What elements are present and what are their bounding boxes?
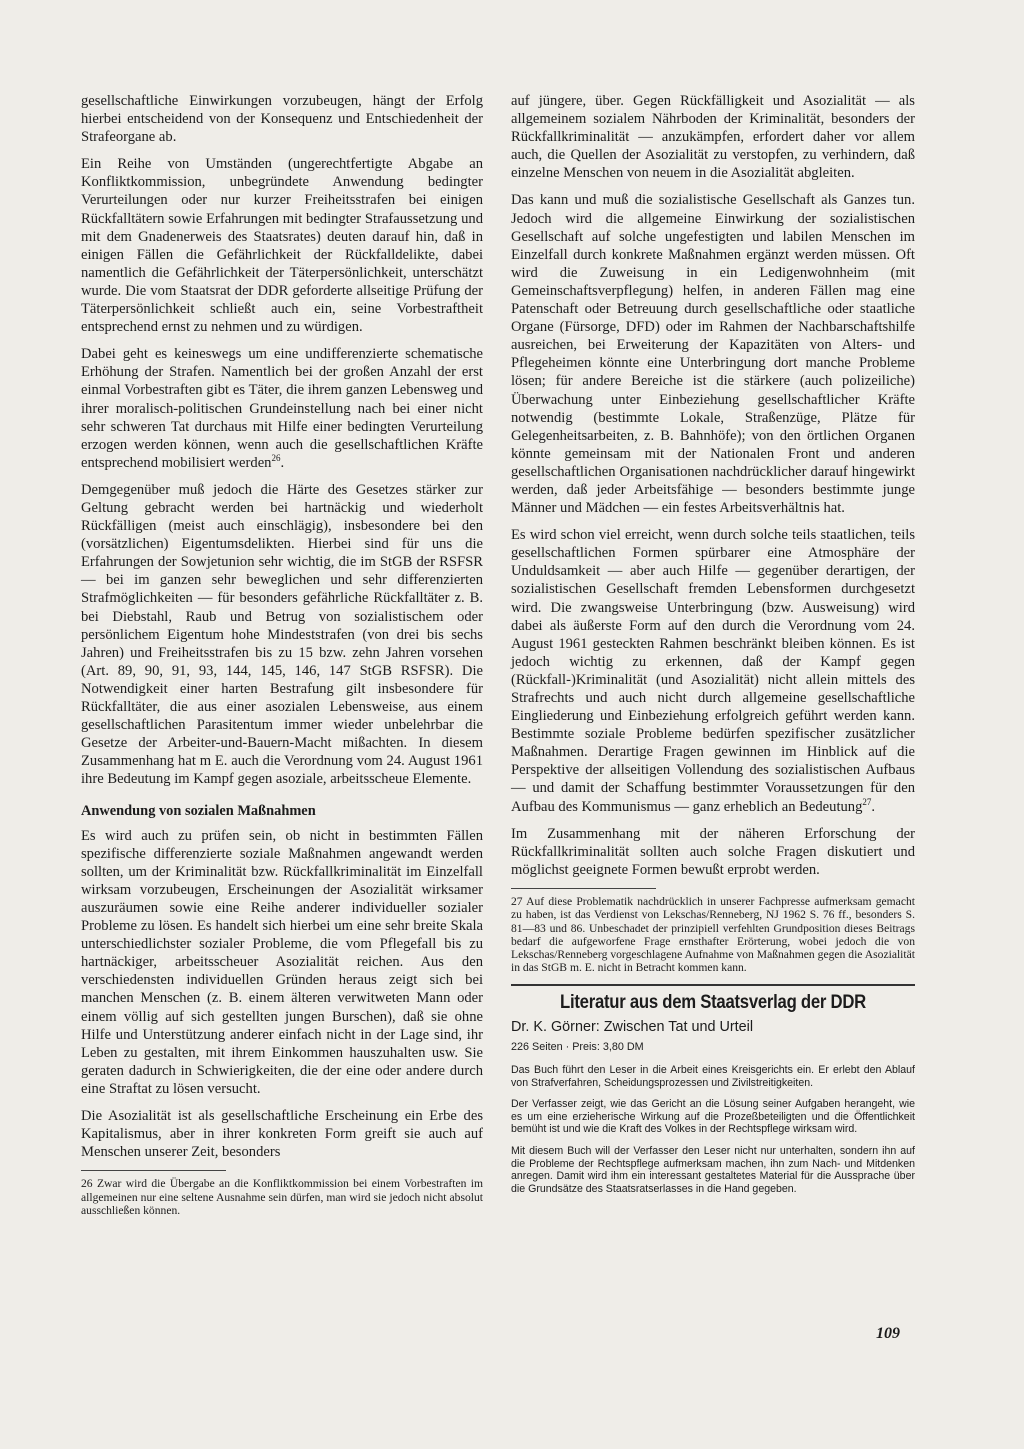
body-paragraph: Ein Reihe von Umständen (ungerechtfertigte Abgabe an Konfliktkommission, unbegründete Anwendung bedingter Verurteilungen oder nur kurzer Freiheitsstrafen bei einigen Rückfalltätern sowie Erfahrungen mit bedingter Strafaussetzung und mit dem Gnadenerweis des Staatsrates) deuten darauf hin, daß in einigen Fällen die Gefährlichkeit der Rückfalldelikte, dabei namentlich die Gefährlichkeit der Täterpersönlichkeit, unterschätzt wurde. Die vom Staatsrat der DDR geforderte allseitige Prüfung der Täterpersönlichkeit schließt auch ein, seine Vorbestraftheit entsprechend ernst zu nehmen und zu würdigen. (81, 156, 483, 336)
book-meta: 226 Seiten · Preis: 3,80 DM (511, 1040, 644, 1053)
advertisement-paragraph: Der Verfasser zeigt, wie das Gericht an die Lösung seiner Aufgaben herangeht, wie es um eine erzieherische Wirkung auf die Prozeßbeteiligten und die Öffentlichkeit bemüht ist und wie die Kraft des Volkes in der Rechtspflege wirksam wird. (511, 1098, 915, 1136)
advertisement-paragraph: Mit diesem Buch will der Verfasser den Leser nicht nur unterhalten, sondern ihn auf die Probleme der Rechtspflege aufmerksam machen, ihn zum Nach- und Mitdenken anregen. Damit wird ihm ein interessant gestaltetes Material für die Aussprache über die Grundsätze des Staatsratserlasses in die Hand gegeben. (511, 1144, 915, 1195)
advertisement-divider (511, 984, 915, 986)
body-paragraph: gesellschaftliche Einwirkungen vorzubeugen, hängt der Erfolg hierbei entscheidend von der Konsequenz und Entschiedenheit der Strafeorgane ab. (81, 93, 483, 146)
body-paragraph: Dabei geht es keineswegs um eine undifferenzierte schematische Erhöhung der Strafen. Namentlich bei der großen Anzahl der erst einmal Vorbestraften gibt es Täter, die ihrem ganzen Lebensweg und ihrer moralisch-politischen Grundeinstellung nach bei einer nicht sehr schweren Tat durchaus mit Hilfe einer bedingten Verurteilung erzogen werden können, wenn auch die gesellschaftlichen Kräfte entsprechend mobilisiert werden$^{26}$. (81, 346, 483, 471)
right-column (511, 92, 915, 1204)
advertisement-box (511, 991, 915, 1196)
left-column (81, 92, 483, 1226)
paragraph-text: Es wird schon viel erreicht, wenn durch solche teils staatlichen, teils gesellschaftlichen Formen spürbarer eine Atmosphäre der Unduldsamkeit — aber auch Hilfe — gegenüber derartigen, der sozialistischen Gesellschaft fremden Lebensformen durchgesetzt wird. Die zwangsweise Unterbringung (bzw. Ausweisung) wird dabei als äußerste Form auf den durch die Verordnung vom 24. August 1961 gesteckten Rahmen beschränkt bleiben können. Es ist jedoch wichtig zu erkennen, daß der Kampf gegen (Rückfall-)Kriminalität (und Asozialität) nicht allein mittels des Strafrechts und auch nicht durch allgemeine gesellschaftliche Eingliederung und Einbeziehung erfolgreich geführt werden kann. Bestimmte soziale Probleme bedürfen spezifischer zusätzlicher Maßnahmen. Derartige Fragen gewinnen im Hinblick auf die Perspektive der allseitigen Vollendung des sozialistischen Aufbaus — und damit der Schaffung bestimmter Voraussetzungen für den Aufbau des Kommunismus — ganz erheblich an Bedeutung (511, 527, 915, 815)
section-heading: Anwendung von sozialen Maßnahmen (81, 803, 316, 820)
footnote-reference: 27 (862, 796, 872, 807)
page-number: 109 (876, 1325, 900, 1342)
body-paragraph: Es wird schon viel erreicht, wenn durch solche teils staatlichen, teils gesellschaftlichen Formen spürbarer eine Atmosphäre der Unduldsamkeit — aber auch Hilfe — gegenüber derartigen, der sozialistischen Gesellschaft fremden Lebensformen durchgesetzt wird. Die zwangsweise Unterbringung (bzw. Ausweisung) wird dabei als äußerste Form auf den durch die Verordnung vom 24. August 1961 gesteckten Rahmen beschränkt bleiben können. Es ist jedoch wichtig zu erkennen, daß der Kampf gegen (Rückfall-)Kriminalität (und Asozialität) nicht allein mittels des Strafrechts und auch nicht durch allgemeine gesellschaftliche Eingliederung und Einbeziehung erfolgreich geführt werden kann. Bestimmte soziale Probleme bedürfen spezifischer zusätzlicher Maßnahmen. Derartige Fragen gewinnen im Hinblick auf die Perspektive der allseitigen Vollendung des sozialistischen Aufbaus — und damit der Schaffung bestimmter Voraussetzungen für den Aufbau des Kommunismus — ganz erheblich an Bedeutung$^{27}$. (511, 527, 915, 815)
footnote: 26 Zwar wird die Übergabe an die Konfliktkommission bei einem Vorbestraften im allgemeinen nur eine seltene Ausnahme sein dürfen, man wird sie jedoch nicht absolut ausschließen können. (81, 1177, 483, 1217)
body-paragraph: Es wird auch zu prüfen sein, ob nicht in bestimmten Fällen spezifische differenzierte soziale Maßnahmen angewandt werden sollten, um der Kriminalität bzw. Rückfallkriminalität im Einzelfall wirksam vorzubeugen, Erscheinungen der Asozialität wirksamer auszuräumen sowie eine Reihe anderer individueller sozialer Probleme zu lösen. Es handelt sich hierbei um eine sehr breite Skala unterschiedlichster sozialer Probleme, die vom Pflegefall bis zu hartnäckiger, arbeitsscheuer Asozialität reichen. Aus den verschiedensten individuellen Gründen heraus zeigt sich bei manchen Menschen (z. B. einem älteren verwitweten Mann oder einem völlig auf sich gestellten jungen Burschen), daß sie ohne Hilfe und Unterstützung anderer einfach nicht in der Lage sind, ihr Leben zu gestalten, mit ihrem Einkommen hauszuhalten usw. Sie geraten dadurch in Schwierigkeiten, die der eine oder andere durch eine Straftat zu lösen versucht. (81, 827, 483, 1097)
advertisement-paragraph: Das Buch führt den Leser in die Arbeit eines Kreisgerichts ein. Er erlebt den Ablauf von Strafverfahren, Scheidungsprozessen und Zivilstreitigkeiten. (511, 1064, 915, 1089)
footnote-divider (81, 1170, 226, 1171)
body-paragraph: Die Asozialität ist als gesellschaftliche Erscheinung ein Erbe des Kapitalismus, aber in ihrer konkreten Form greift sie auch auf Menschen unserer Zeit, besonders (81, 1107, 483, 1161)
advertisement-title: Literatur aus dem Staatsverlag der DDR (560, 991, 866, 1013)
footnote-reference: 26 (271, 452, 281, 463)
body-paragraph: Demgegenüber muß jedoch die Härte des Gesetzes stärker zur Geltung gebracht werden bei hartnäckig und wiederholt Rückfälligen (meist auch einschlägig), insbesondere bei den (vorsätzlichen) Eigentumsdelikten. Hierbei sind für uns die Erfahrungen der Sowjetunion sehr wichtig, die im StGB der RSFSR — bei im ganzen sehr beweglichen und sehr differenzierten Strafmöglichkeiten — für besonders gefährliche Rückfalltäter z. B. bei Diebstahl, Raub und Betrug von sozialistischem oder persönlichem Eigentum hohe Mindeststrafen (von drei bis sechs Jahren) und Freiheitsstrafen bis zu 15 bzw. zehn Jahren vorsehen (Art. 89, 90, 91, 93, 144, 145, 146, 147 StGB RSFSR). Die Notwendigkeit einer harten Bestrafung gilt insbesondere für Rückfalltäter, die aus einer asozialen Lebensweise, aus einem gesellschaftlichen Parasitentum immer wieder unbelehrbar die Gesetze der Arbeiter-und-Bauern-Macht mißachten. In diesem Zusammenhang hat m E. auch die Verordnung vom 24. August 1961 ihre Bedeutung im Kampf gegen asoziale, arbeitsscheue Elemente. (81, 481, 483, 788)
body-paragraph: Das kann und muß die sozialistische Gesellschaft als Ganzes tun. Jedoch wird die allgemeine Einwirkung der sozialistischen Gesellschaft auf solche ungefestigten und labilen Menschen im Einzelfall durch konkrete Maßnahmen ergänzt werden müssen. Oft wird die Zuweisung in ein Ledigenwohnheim (mit Gemeinschaftsverpflegung) helfen, in anderen Fällen mag eine Patenschaft oder Betreuung durch gesellschaftliche oder staatliche Organe (Fürsorge, DFD) oder im Rahmen der Nachbarschaftshilfe ausreichen, bei Erweiterung der Kapazitäten von Alters- und Pflegeheimen könnte eine Unterbringung dort manche Probleme lösen; für andere Bereiche ist die stärkere (auch polizeiliche) Überwachung unter Einbeziehung gesellschaftlicher Kräfte notwendig (bestimmte Lokale, Straßenzüge, Plätze für Gelegenheitsarbeiten, z. B. Bahnhöfe); von den örtlichen Organen könnte gemeinsam mit der Nationalen Front und anderen gesellschaftlichen Organisationen nachdrücklicher darauf hingewirkt werden, daß jeder Arbeitsfähige — besonders bestimmte junge Männer und Mädchen — ein festes Arbeitsverhältnis hat. (511, 192, 915, 517)
body-paragraph: Im Zusammenhang mit der näheren Erforschung der Rückfallkriminalität sollten auch solche Fragen diskutiert und möglichst geeignete Formen bewußt erprobt werden. (511, 825, 915, 878)
book-title: Dr. K. Görner: Zwischen Tat und Urteil (511, 1018, 754, 1035)
body-paragraph: auf jüngere, über. Gegen Rückfälligkeit und Asozialität — als allgemeinem sozialem Nährboden der Kriminalität, besonders der Rückfallkriminalität — anzukämpfen, erfordert daher vor allem auch, die Quellen der Asozialität zu verstopfen, zu verhindern, daß einzelne Menschen von neuem in die Asozialität abgleiten. (511, 93, 915, 182)
footnote-divider (511, 888, 656, 889)
footnote: 27 Auf diese Problematik nachdrücklich in unserer Fachpresse aufmerksam gemacht zu haben, ist das Verdienst von Lekschas/Renneberg, NJ 1962 S. 76 ff., besonders S. 81—83 und 86. Unbeschadet der prinzipiell verfehlten Grundposition dieses Beitrags bedarf die aufgeworfene Frage ernsthafter Erörterung, wobei jedoch die von Lekschas/Renneberg vorgeschlagene Aufnahme von Maßnahmen gegen die Asozialität in das StGB m. E. nicht in Betracht kommen kann. (511, 894, 915, 975)
paragraph-text: Dabei geht es keineswegs um eine undifferenzierte schematische Erhöhung der Strafen. Namentlich bei der großen Anzahl der erst einmal Vorbestraften gibt es Täter, die ihrem ganzen Lebensweg und ihrer moralisch-politischen Grundeinstellung nach bei einer nicht sehr schweren Tat durchaus mit Hilfe einer bedingten Verurteilung erzogen werden können, wenn auch die gesellschaftlichen Kräfte entsprechend mobilisiert werden (81, 346, 483, 471)
